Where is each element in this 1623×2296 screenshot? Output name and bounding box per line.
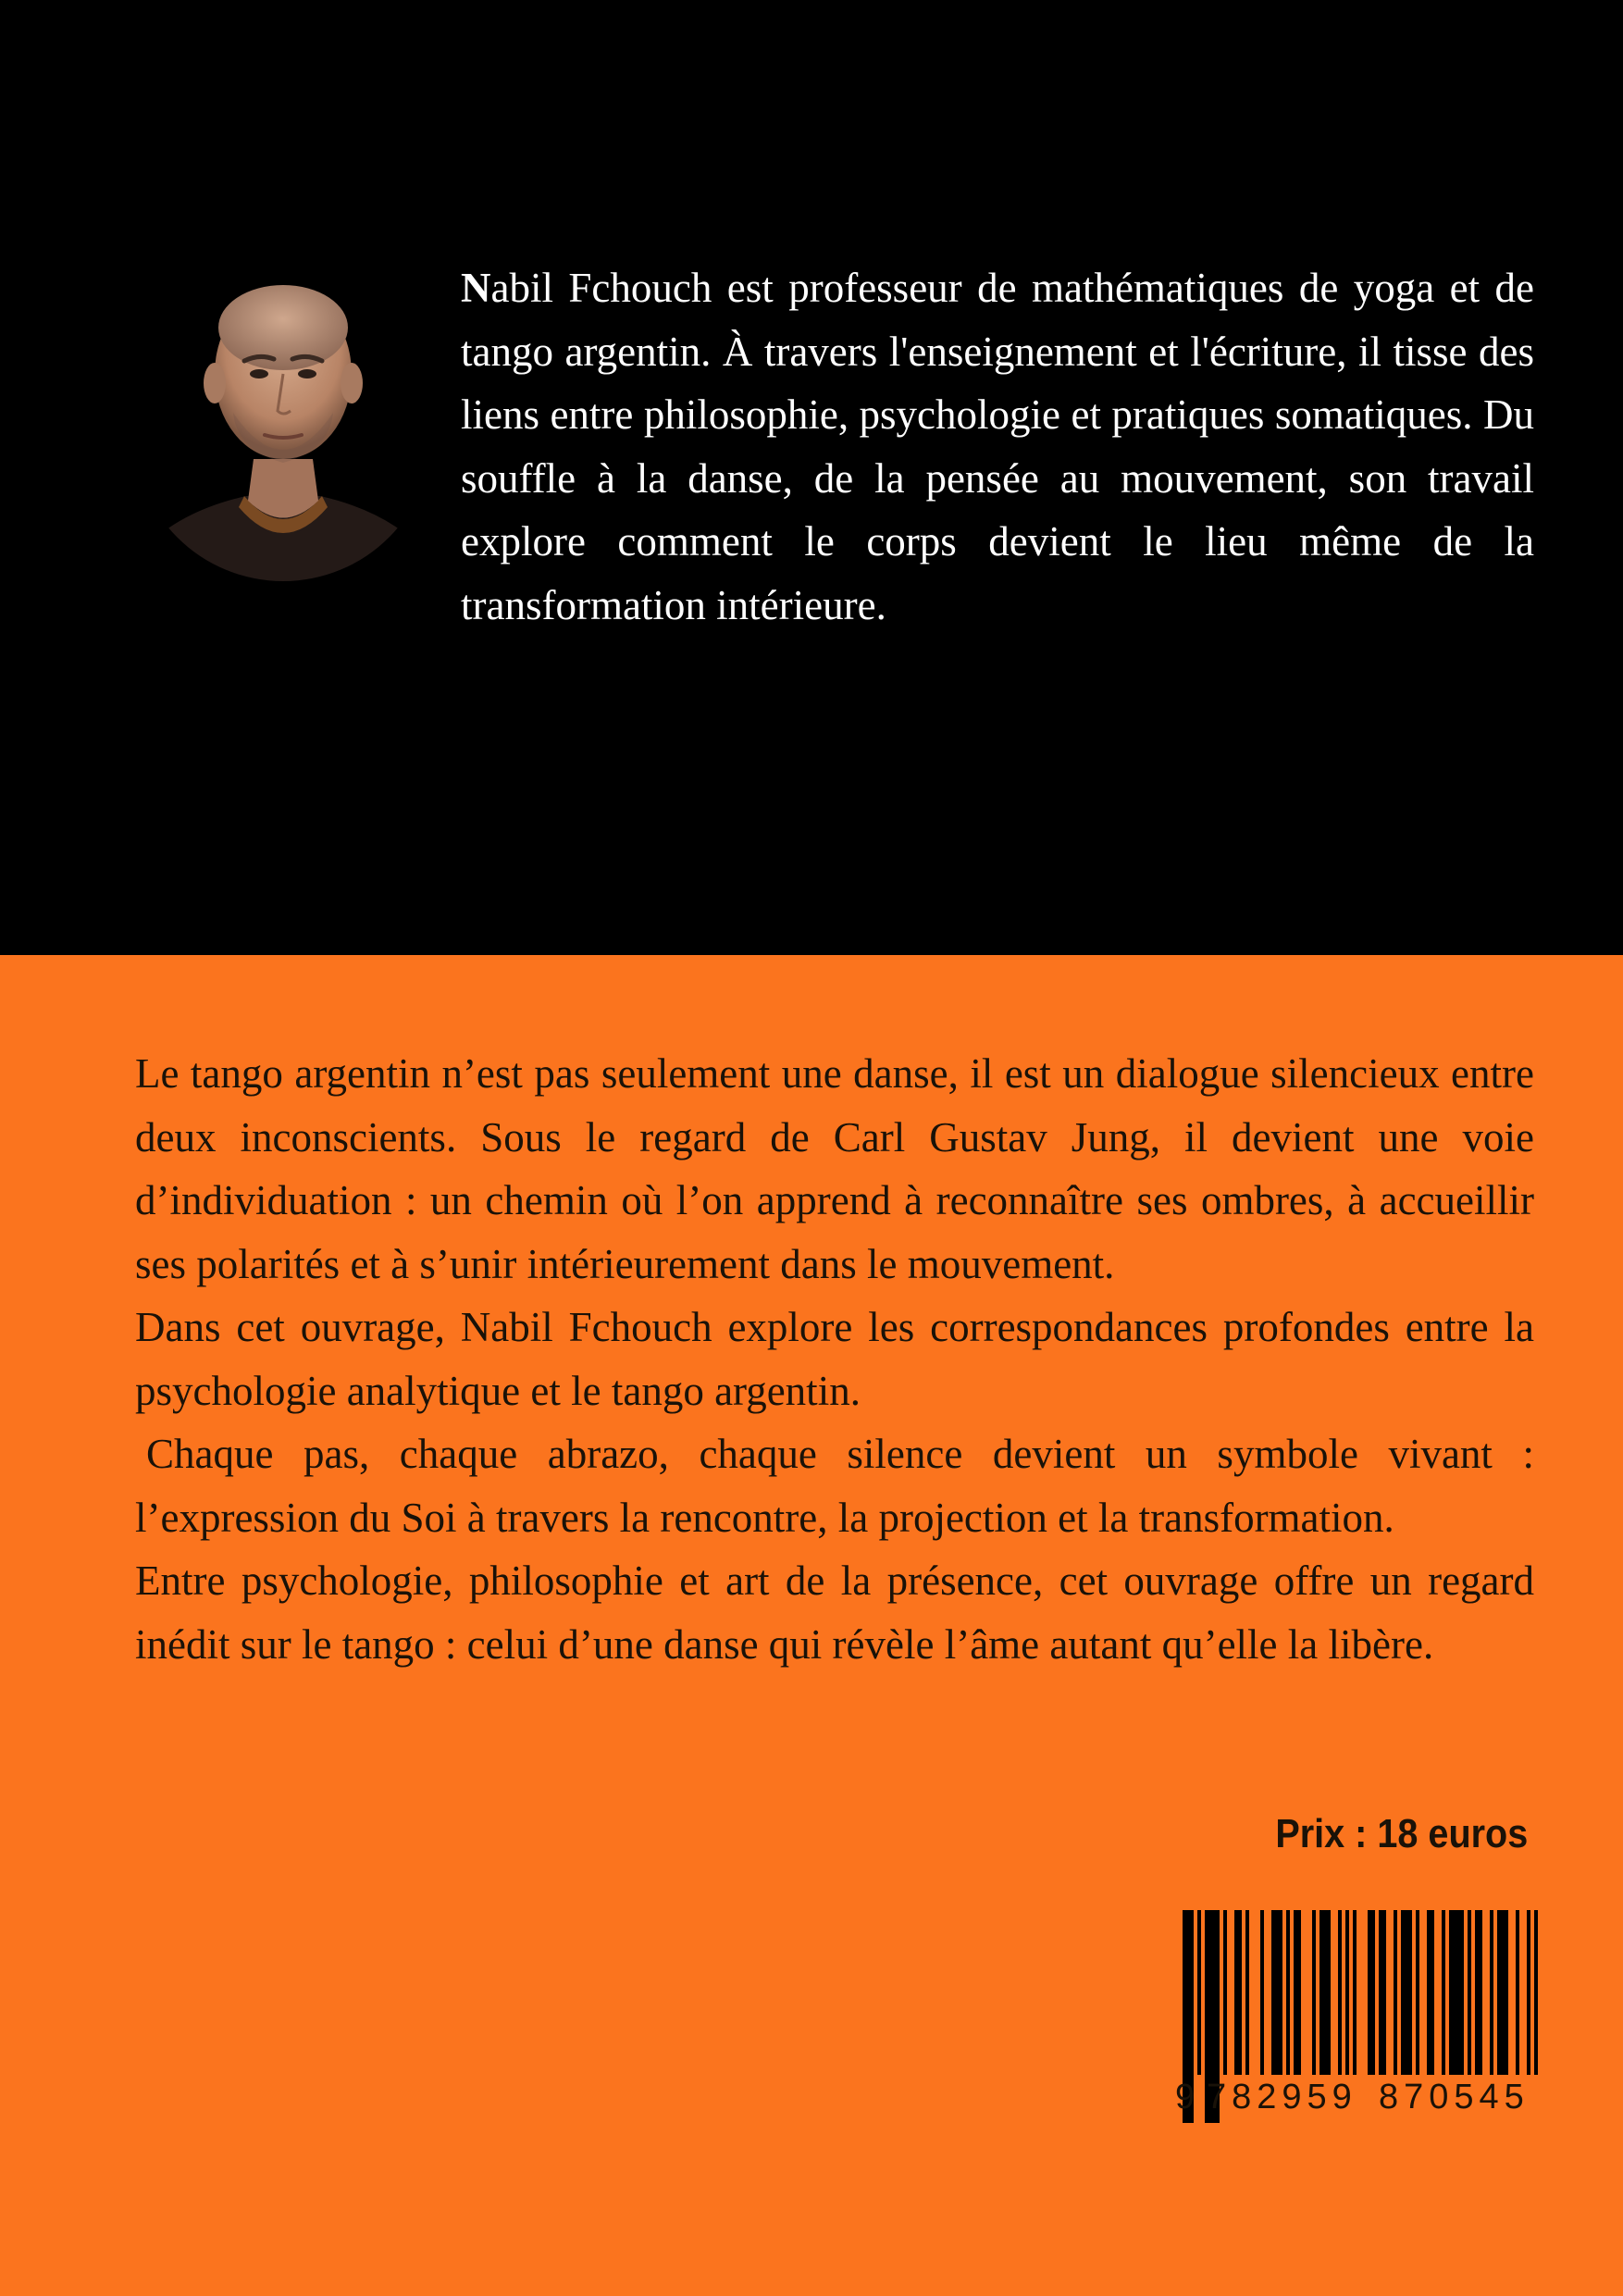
barcode-left-digits: 782959 (1207, 2078, 1357, 2116)
barcode-bar (1516, 1910, 1519, 2075)
barcode-bar (1534, 1910, 1538, 2075)
barcode-bar (1319, 1910, 1331, 2075)
author-bio (461, 256, 1534, 637)
barcode-bar (1497, 1910, 1508, 2075)
barcode-bar (1197, 1910, 1201, 2075)
barcode-bar (1490, 1910, 1493, 2075)
barcode-bar (1475, 1910, 1482, 2075)
barcode-bar (1449, 1910, 1464, 2075)
top-panel (0, 0, 1623, 955)
barcode-bar (1353, 1910, 1357, 2075)
barcode-bar (1427, 1910, 1434, 2075)
barcode-bar (1368, 1910, 1375, 2075)
barcode-bar (1338, 1910, 1342, 2075)
barcode-bar (1271, 1910, 1282, 2075)
barcode-bar (1394, 1910, 1397, 2075)
barcode-lead-digit: 9 (1175, 2078, 1196, 2116)
barcode-bar (1312, 1910, 1316, 2075)
price-label: Prix : 18 euros (1275, 1811, 1528, 1856)
blurb-paragraph: Entre psychologie, philosophie et art de la présence, cet ouvrage offre un regard inédit sur le tango : celui d’une danse qui révèle l’âme autant qu’elle la libère. (135, 1558, 1534, 1668)
barcode-bar (1379, 1910, 1386, 2075)
barcode-bar (1442, 1910, 1445, 2075)
barcode-right-digits: 870545 (1379, 2078, 1530, 2116)
blurb-paragraph: Dans cet ouvrage, Nabil Fchouch explore les correspondances profondes entre la psychologie analytique et le tango argentin. (135, 1304, 1534, 1414)
barcode-bar (1260, 1910, 1264, 2075)
barcode-bar (1223, 1910, 1227, 2075)
barcode-bar (1234, 1910, 1242, 2075)
book-blurb (135, 1042, 1534, 1676)
barcode-bar (1527, 1910, 1530, 2075)
barcode-number (1175, 2071, 1545, 2123)
barcode-bar (1416, 1910, 1419, 2075)
barcode-bar (1468, 1910, 1471, 2075)
blurb-paragraph: Chaque pas, chaque abrazo, chaque silence devient un symbole vivant : l’expression du Soi à travers la rencontre, la projection et la transformation. (135, 1431, 1534, 1541)
author-photo (135, 265, 431, 616)
bio-initial: N (461, 265, 491, 311)
barcode-bar (1401, 1910, 1412, 2075)
barcode-bar (1286, 1910, 1290, 2075)
barcode-bar (1245, 1910, 1249, 2075)
barcode-bar (1345, 1910, 1349, 2075)
bio-text: abil Fchouch est professeur de mathématiques de yoga et de tango argentin. À travers l'enseignement et l'écriture, il tisse des liens entre philosophie, psychologie et pratiques somatiques. Du souffle à la danse, de la pensée au mouvement, son travail explore comment le corps devient le lieu même de la transformation intérieure. (461, 265, 1534, 628)
barcode-bar (1294, 1910, 1301, 2075)
blurb-paragraph: Le tango argentin n’est pas seulement une danse, il est un dialogue silencieux entre deux inconscients. Sous le regard de Carl Gustav Jung, il devient une voie d’individuation : un chemin où l’on apprend à reconnaître ses ombres, à accueillir ses polarités et à s’unir intérieurement dans le mouvement. (135, 1050, 1534, 1287)
